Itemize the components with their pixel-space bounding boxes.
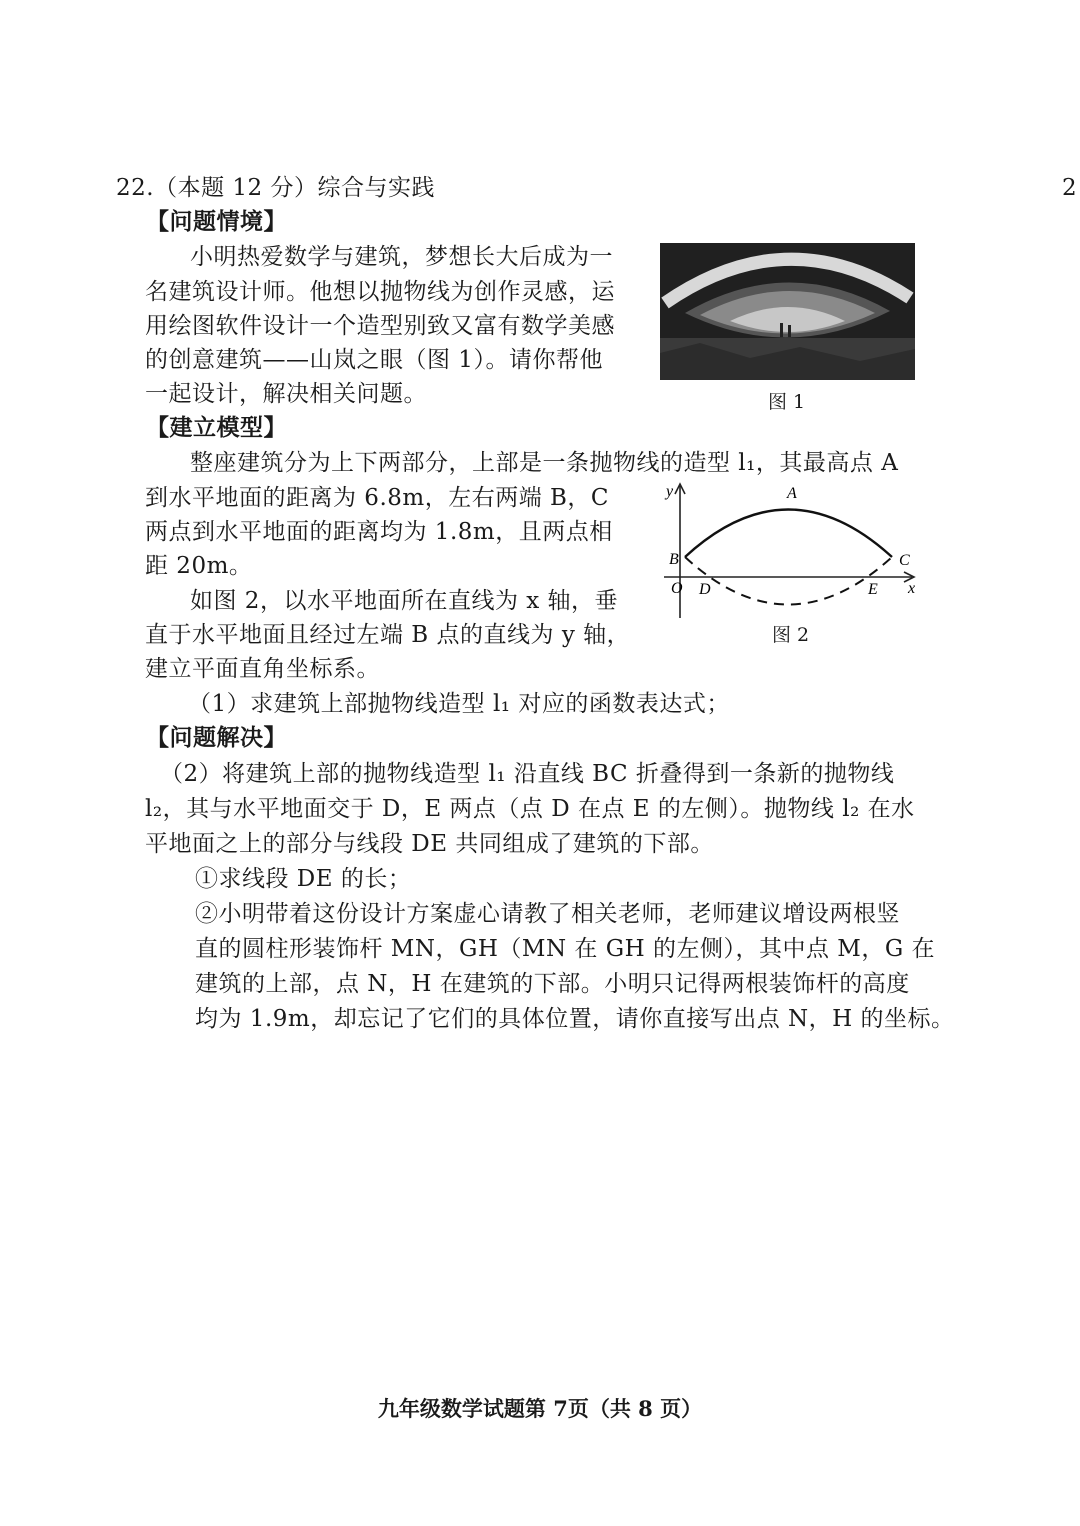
page-corner-mark: 2	[1062, 175, 1077, 201]
model-line-3: 两点到水平地面的距离均为 1.8m，且两点相	[145, 519, 613, 545]
section-solve: 【问题解决】	[146, 724, 287, 751]
model-line-2: 到水平地面的距离为 6.8m，左右两端 B，C	[145, 485, 610, 511]
sub-question-2-line-1: ②小明带着这份设计方案虚心请教了相关老师，老师建议增设两根竖	[195, 901, 900, 927]
question-2-line-3: 平地面之上的部分与线段 DE 共同组成了建筑的下部。	[145, 831, 714, 857]
sub-question-1: ①求线段 DE 的长；	[195, 866, 412, 892]
question-2-line-1: （2）将建筑上部的抛物线造型 l₁ 沿直线 BC 折叠得到一条新的抛物线	[160, 761, 895, 787]
parabola-l1	[685, 510, 892, 558]
label-O: O	[671, 580, 683, 597]
model-line-7: 建立平面直角坐标系。	[145, 656, 380, 682]
figure-2-diagram	[660, 478, 930, 628]
label-A: A	[787, 485, 797, 502]
question-header: 22.（本题 12 分）综合与实践	[116, 175, 435, 201]
sub-question-2-line-3: 建筑的上部，点 N，H 在建筑的下部。小明只记得两根装饰杆的高度	[195, 971, 910, 997]
situation-line-5: 一起设计，解决相关问题。	[145, 381, 427, 407]
section-model: 【建立模型】	[146, 414, 287, 441]
label-x: x	[908, 580, 916, 597]
building-photo	[660, 243, 915, 380]
question-2-line-2: l₂，其与水平地面交于 D，E 两点（点 D 在点 E 的左侧）。抛物线 l₂ 在水	[145, 796, 915, 822]
situation-line-1: 小明热爱数学与建筑，梦想长大后成为一	[190, 244, 613, 270]
figure-1-caption: 图 1	[768, 391, 806, 413]
label-y: y	[666, 483, 674, 500]
model-line-6: 直于水平地面且经过左端 B 点的直线为 y 轴，	[145, 622, 631, 648]
model-line-4: 距 20m。	[145, 553, 253, 579]
situation-line-3: 用绘图软件设计一个造型别致又富有数学美感	[145, 313, 615, 339]
page-footer: 九年级数学试题第 7页（共 8 页）	[377, 1396, 703, 1421]
sub-question-2-line-2: 直的圆柱形装饰杆 MN，GH（MN 在 GH 的左侧），其中点 M，G 在	[195, 936, 936, 962]
model-line-1: 整座建筑分为上下两部分，上部是一条抛物线的造型 l₁，其最高点 A	[190, 450, 899, 476]
label-B: B	[669, 551, 679, 568]
label-E: E	[868, 581, 878, 598]
figure-1-photo	[660, 243, 915, 380]
section-situation: 【问题情境】	[146, 208, 287, 235]
label-C: C	[899, 552, 910, 569]
situation-line-2: 名建筑设计师。他想以抛物线为创作灵感，运	[145, 279, 615, 305]
model-line-5: 如图 2，以水平地面所在直线为 x 轴，垂	[190, 588, 619, 614]
figure-2-caption: 图 2	[772, 624, 810, 646]
sub-question-2-line-4: 均为 1.9m，却忘记了它们的具体位置，请你直接写出点 N，H 的坐标。	[195, 1006, 955, 1032]
parabola-l2	[685, 557, 892, 605]
label-D: D	[699, 581, 711, 598]
question-1: （1）求建筑上部抛物线造型 l₁ 对应的函数表达式；	[188, 691, 730, 717]
situation-line-4: 的创意建筑——山岚之眼（图 1）。请你帮他	[145, 347, 603, 373]
